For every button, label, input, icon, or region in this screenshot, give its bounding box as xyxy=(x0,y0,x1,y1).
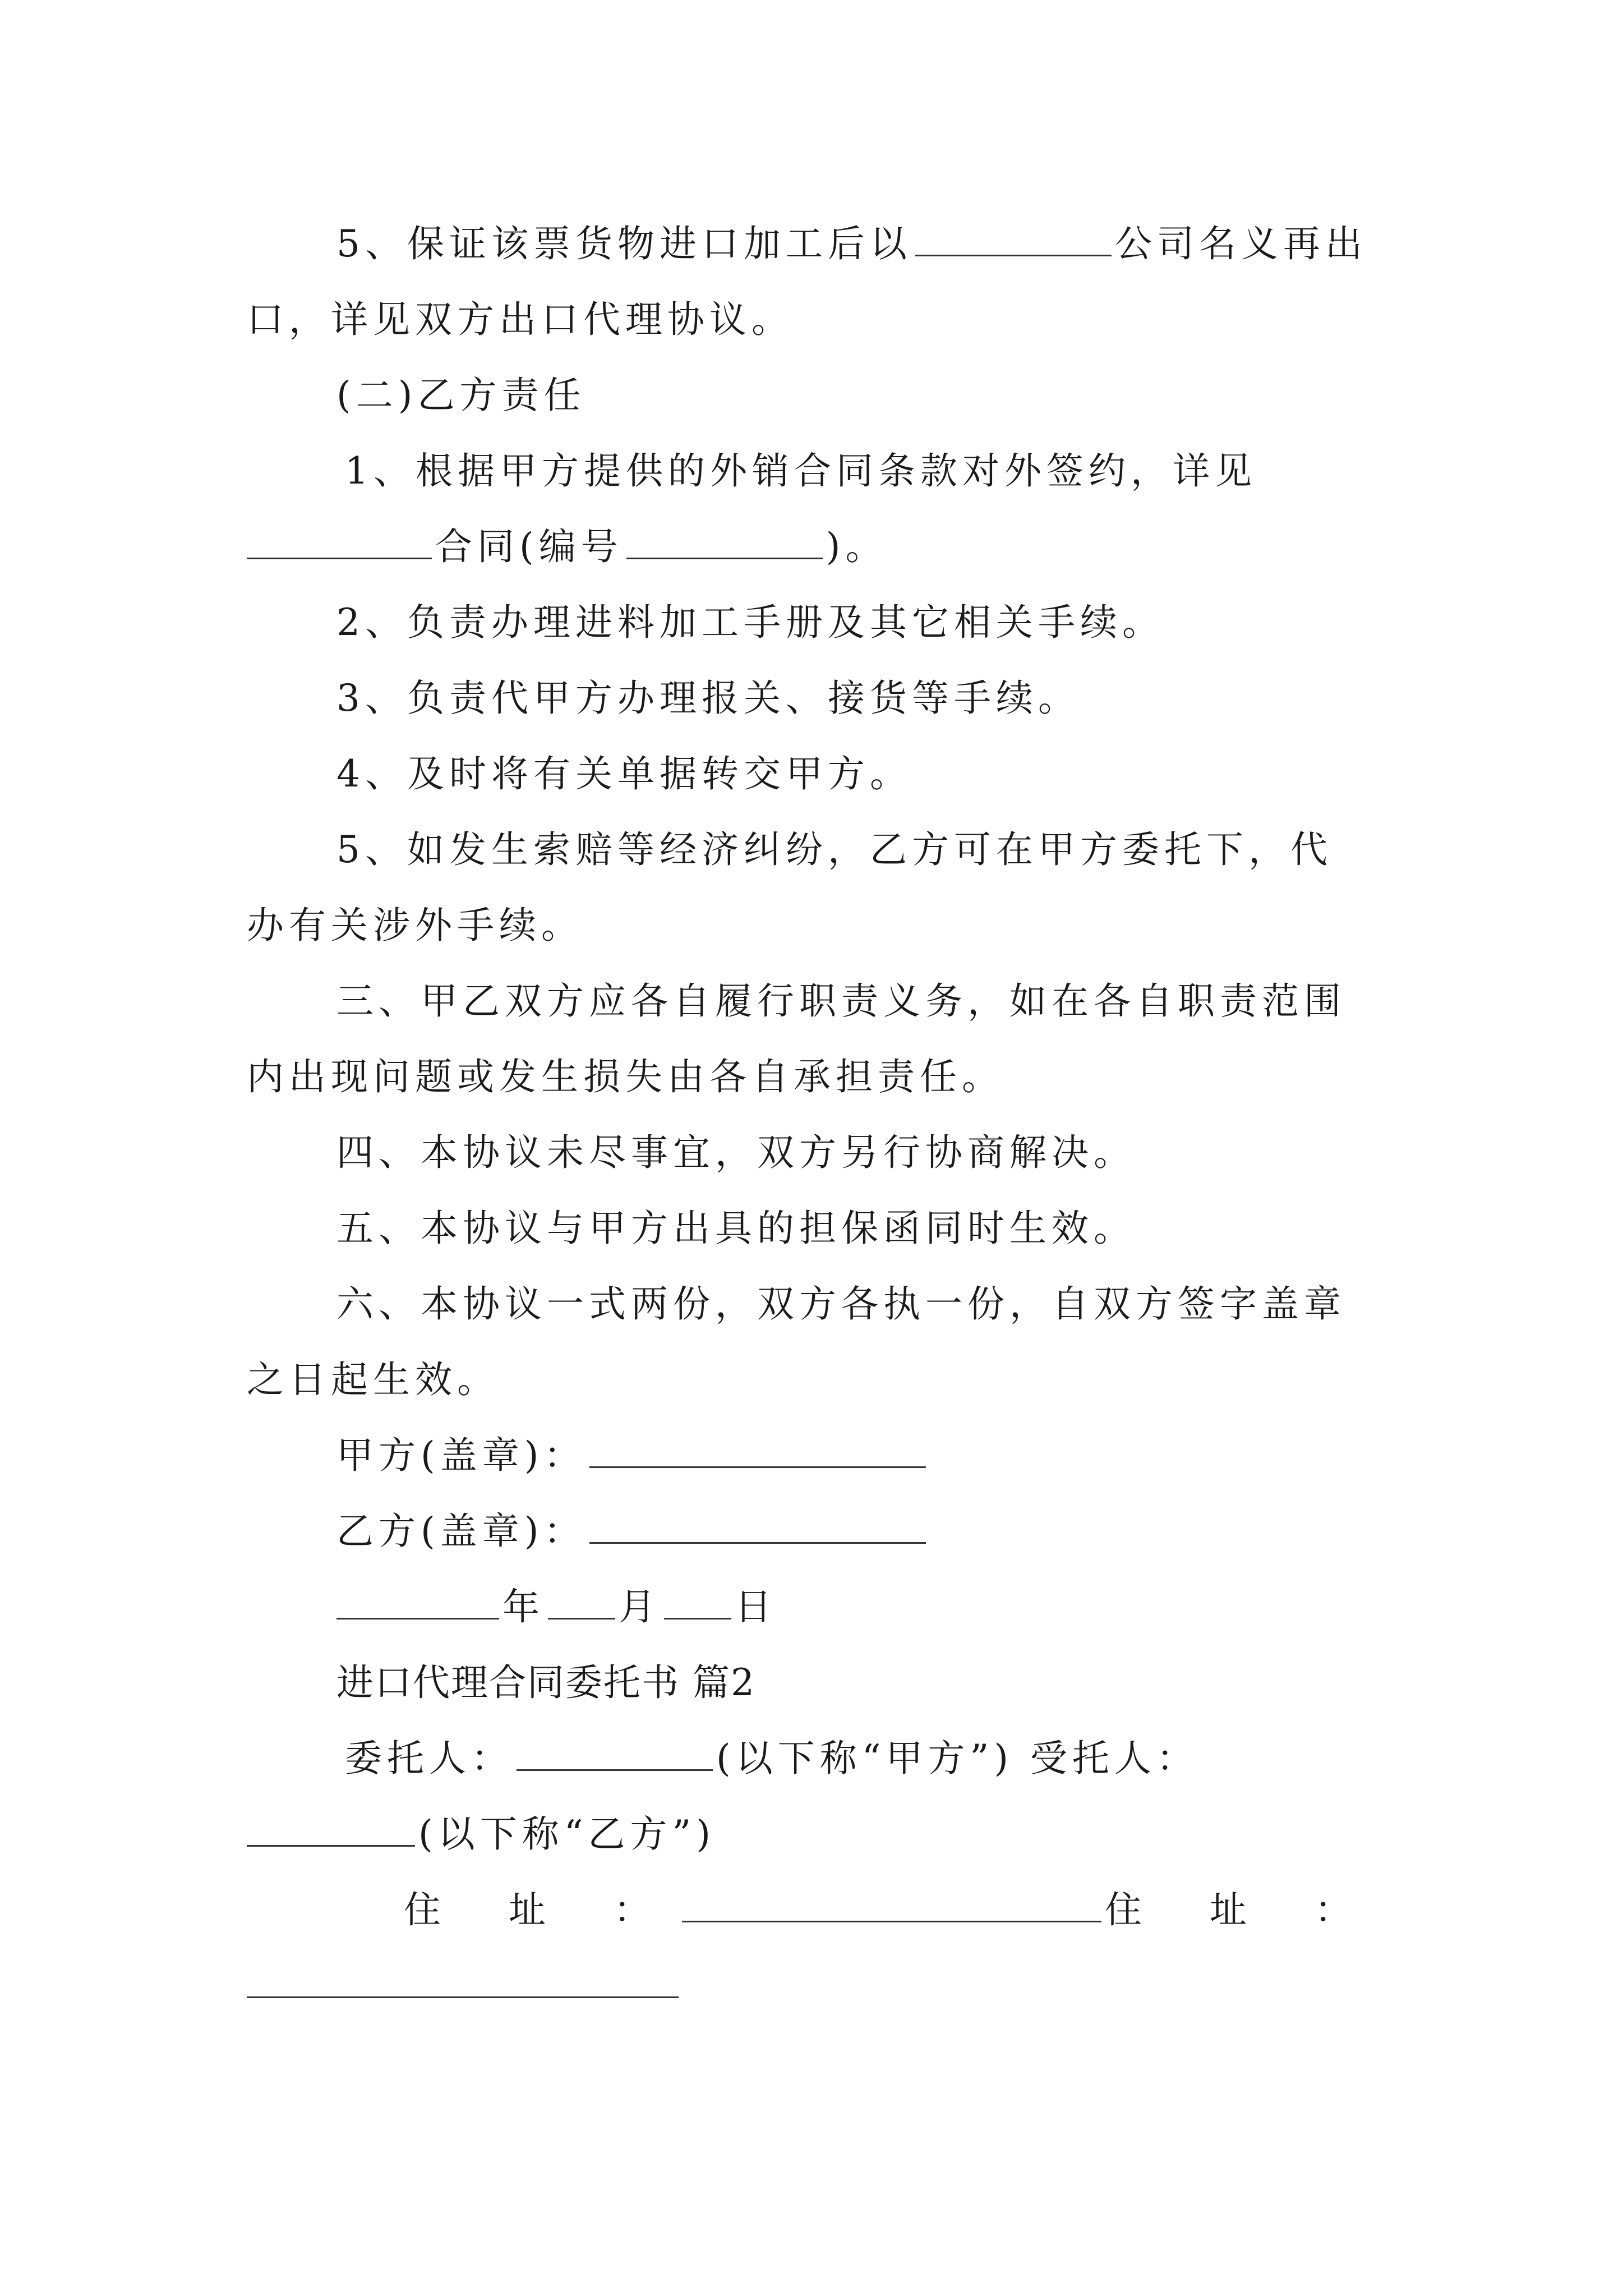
clause-5-line-2: 口，详见双方出口代理协议。 xyxy=(247,298,794,341)
article-3-line-1: 三、甲乙双方应各自履行职责义务，如在各自职责范围 xyxy=(336,979,1346,1023)
month-blank xyxy=(548,1583,615,1619)
article-3-line-2: 内出现问题或发生损失由各自承担责任。 xyxy=(247,1055,1004,1098)
party-b-clause-1-line-2: 合同(编号 )。 xyxy=(247,519,1380,575)
section-title-2: 进口代理合同委托书 篇2 xyxy=(336,1661,755,1704)
party-a-seal-line: 甲方(盖章)： xyxy=(336,1428,1380,1484)
party-b-clause-3: 3、负责代甲方办理报关、接货等手续。 xyxy=(336,677,1080,720)
address-line-2 xyxy=(247,1958,1380,2014)
company-name-blank xyxy=(915,220,1112,256)
year-blank xyxy=(336,1583,499,1619)
article-5: 五、本协议与甲方出具的担保函同时生效。 xyxy=(336,1207,1136,1250)
party-b-clause-1-line-1: 1、根据甲方提供的外销合同条款对外签约，详见 xyxy=(345,449,1257,493)
article-6-line-1: 六、本协议一式两份，双方各执一份，自双方签字盖章 xyxy=(336,1282,1346,1326)
clause-5-text-a: 5、保证该票货物进口加工后以 xyxy=(336,222,912,265)
party-b-seal-blank xyxy=(589,1507,926,1544)
address-line xyxy=(404,1882,1380,1938)
address-label-a: 住 址 ： xyxy=(404,1888,679,1931)
address-b-blank xyxy=(247,1962,679,1998)
party-b-clause-2: 2、负责办理进料加工手册及其它相关手续。 xyxy=(336,601,1164,644)
clause-5-text-b: 公司名义再出 xyxy=(1115,222,1367,265)
party-b-clause-5-line-1: 5、如发生索赔等经济纠纷，乙方可在甲方委托下，代 xyxy=(336,828,1332,871)
party-a-seal-blank xyxy=(589,1432,926,1468)
principal-blank xyxy=(517,1734,713,1771)
address-a-blank xyxy=(682,1886,1101,1922)
agent-blank xyxy=(247,1810,415,1847)
party-b-seal-line: 乙方(盖章)： xyxy=(336,1503,1380,1559)
article-6-line-2: 之日起生效。 xyxy=(247,1358,499,1401)
day-blank xyxy=(664,1583,731,1619)
date-line: 年 月 日 xyxy=(336,1579,1380,1635)
clause-5-line-1 xyxy=(336,216,1380,272)
article-4: 四、本协议未尽事宜，双方另行协商解决。 xyxy=(336,1131,1136,1174)
section-party-b-heading: (二)乙方责任 xyxy=(336,374,586,417)
party-b-clause-5-line-2: 办有关涉外手续。 xyxy=(247,904,583,947)
address-label-b: 住 址 ： xyxy=(1105,1888,1380,1931)
contract-number-blank xyxy=(626,523,823,559)
party-b-clause-4: 4、及时将有关单据转交甲方。 xyxy=(336,752,912,795)
principal-line-1: 委托人： (以下称“甲方”) 受托人： xyxy=(345,1731,1380,1787)
contract-name-blank xyxy=(247,523,432,559)
principal-line-2: (以下称“乙方”) xyxy=(247,1806,1380,1862)
